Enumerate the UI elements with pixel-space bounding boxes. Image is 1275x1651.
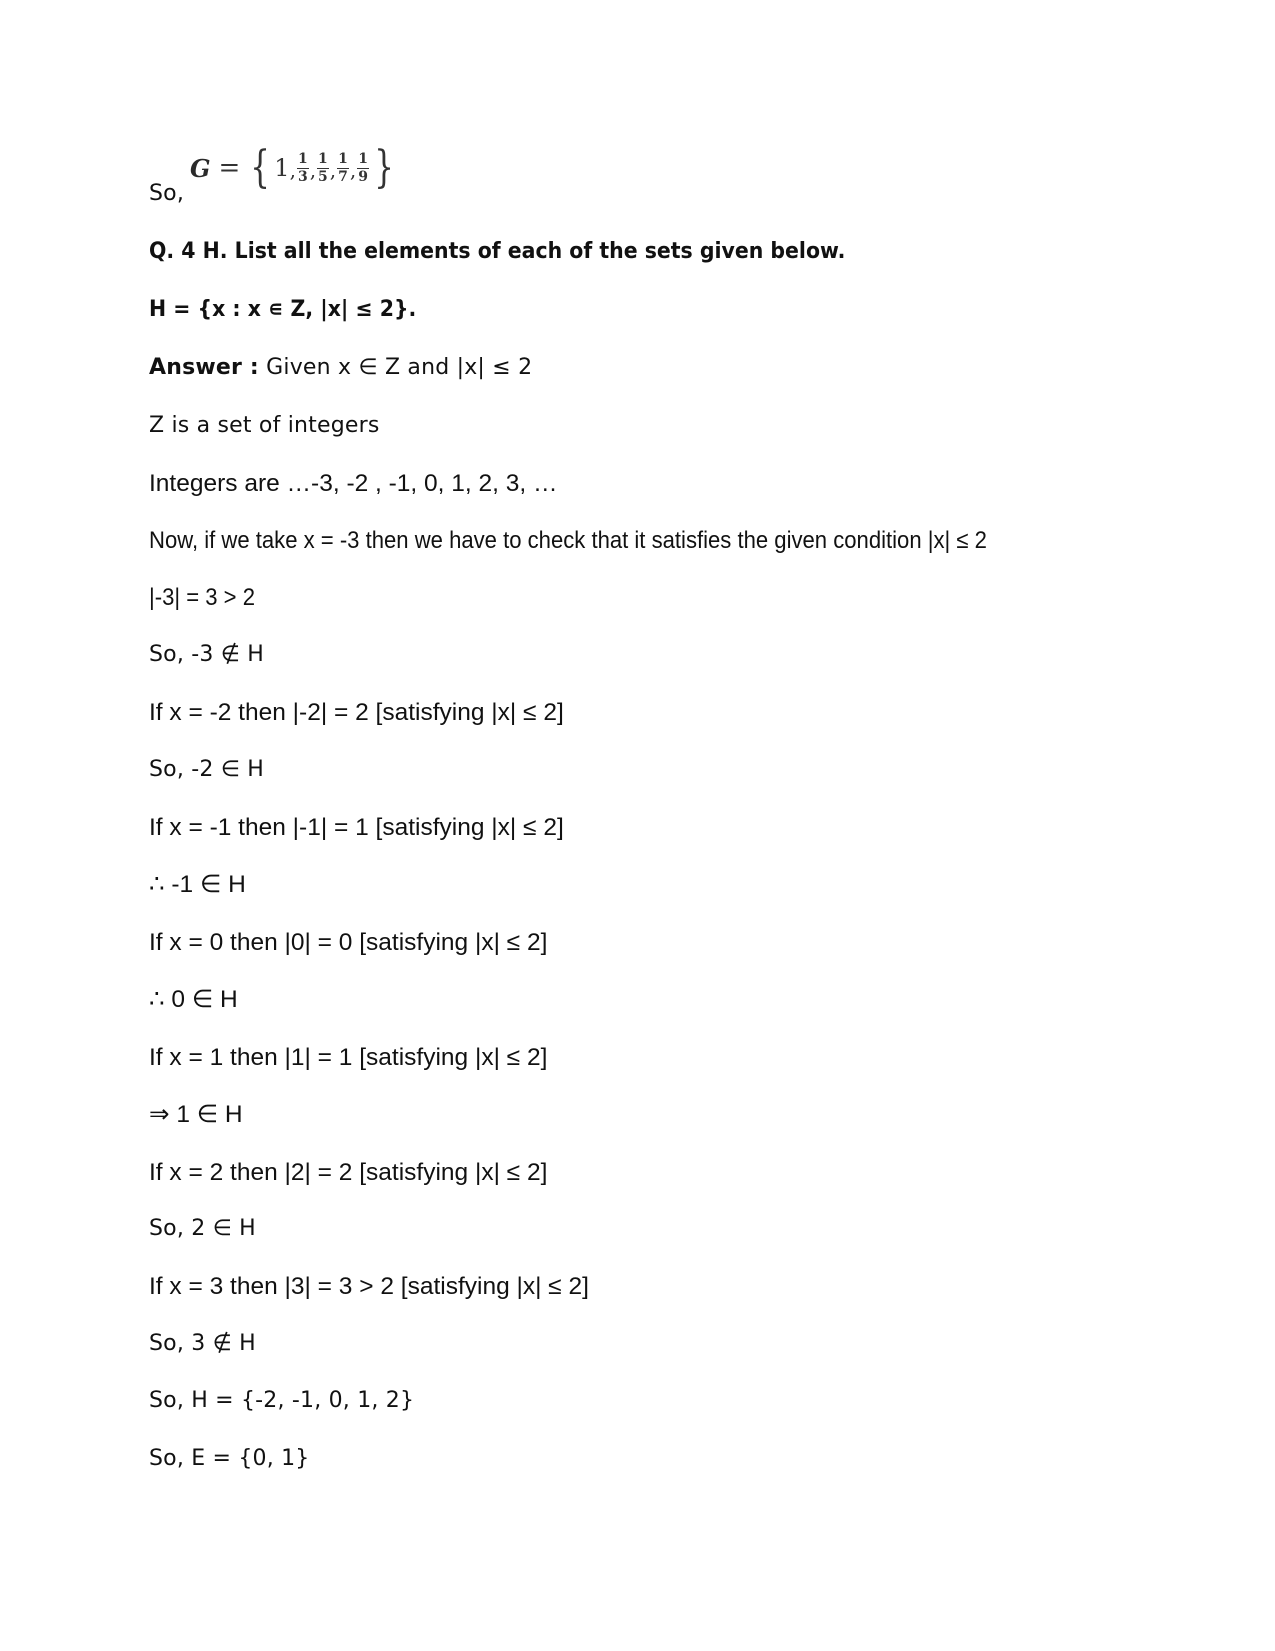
- denominator: 9: [358, 168, 369, 185]
- text-line: Now, if we take x = -3 then we have to check that it satisfies the given condition |x| ≤ 2: [149, 527, 987, 554]
- g-set-prefix: So,: [149, 181, 185, 206]
- separator: ,: [329, 158, 337, 182]
- text-line: So, -2 ∈ H: [149, 757, 265, 782]
- separator: ,: [289, 158, 296, 182]
- denominator: 3: [297, 168, 308, 185]
- text-line: ⇒ 1 ∈ H: [149, 1101, 243, 1128]
- fraction: [317, 152, 329, 184]
- denominator: 5: [318, 168, 328, 185]
- g-set-equation: [190, 142, 398, 193]
- set-e-result: So, E = {0, 1}: [149, 1446, 310, 1471]
- text-line: Z is a set of integers: [149, 413, 380, 438]
- numerator: 1: [318, 150, 328, 167]
- fraction: [297, 152, 309, 184]
- text-line: If x = 0 then |0| = 0 [satisfying |x| ≤ 2]: [149, 929, 548, 956]
- text-line: If x = -1 then |-1| = 1 [satisfying |x| ≤ 2]: [149, 814, 564, 841]
- numerator: 1: [338, 150, 348, 167]
- set-definition: H = {x : x ∊ Z, |x| ≤ 2}.: [149, 297, 417, 322]
- answer-intro: [149, 357, 532, 379]
- fraction: [337, 152, 349, 184]
- g-set-first-element: 1: [274, 154, 290, 182]
- g-set-variable: G: [190, 153, 211, 183]
- open-brace: {: [250, 142, 271, 193]
- denominator: 7: [338, 168, 348, 185]
- text-line: ∴ -1 ∈ H: [149, 871, 246, 898]
- text-line: |-3| = 3 > 2: [149, 584, 256, 611]
- text-line: Integers are …-3, -2 , -1, 0, 1, 2, 3, …: [149, 470, 558, 497]
- text-line: If x = 1 then |1| = 1 [satisfying |x| ≤ 2]: [149, 1044, 548, 1071]
- answer-label: Answer :: [149, 355, 259, 380]
- numerator: 1: [358, 150, 369, 167]
- separator: ,: [349, 158, 357, 182]
- text-line: If x = -2 then |-2| = 2 [satisfying |x| ≤ 2]: [149, 699, 564, 726]
- answer-text: Given x ∈ Z and |x| ≤ 2: [258, 355, 533, 380]
- text-line: If x = 2 then |2| = 2 [satisfying |x| ≤ 2]: [149, 1159, 548, 1186]
- fraction: [357, 152, 369, 184]
- close-brace: }: [374, 142, 394, 193]
- text-line: So, 3 ∉ H: [149, 1331, 256, 1356]
- set-h-result: So, H = {-2, -1, 0, 1, 2}: [149, 1388, 415, 1413]
- separator: ,: [309, 158, 317, 182]
- text-line: ∴ 0 ∈ H: [149, 986, 238, 1013]
- text-line: So, 2 ∈ H: [149, 1216, 256, 1241]
- text-line: If x = 3 then |3| = 3 > 2 [satisfying |x| ≤ 2]: [149, 1273, 589, 1300]
- text-line: So, -3 ∉ H: [149, 642, 265, 667]
- g-set-equals: =: [218, 153, 241, 183]
- numerator: 1: [297, 150, 308, 167]
- question-title: Q. 4 H. List all the elements of each of the sets given below.: [149, 239, 846, 264]
